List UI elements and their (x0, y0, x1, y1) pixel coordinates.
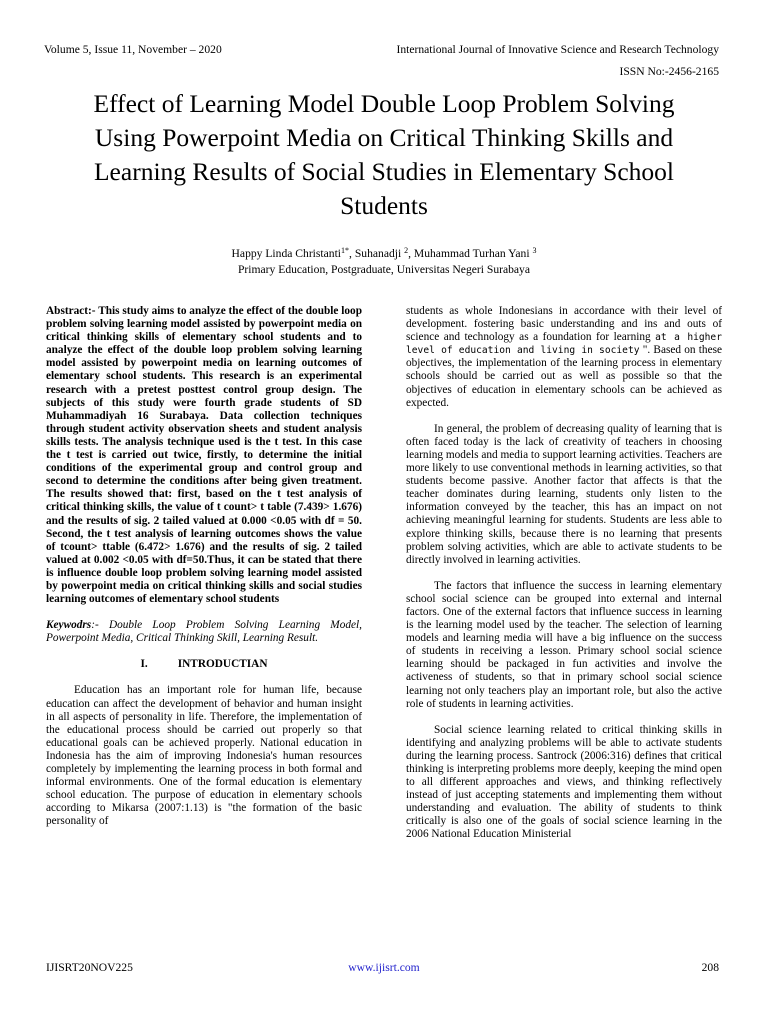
affiliation: Primary Education, Postgraduate, Universitas Negeri Surabaya (237, 263, 531, 276)
authors-line (0, 246, 768, 261)
keywords-label: Keywodrs (46, 619, 92, 632)
keywords-text: :- Double Loop Problem Solving Learning Model, Powerpoint Media, Critical Thinking Skill, Learning Result. (46, 619, 362, 645)
section-title: INTRODUCTIAN (177, 658, 268, 671)
paragraph-2-start: students as whole Indonesians in accordance with their level of development. fostering basic understanding and ins and outs of science and technology as a foundation for learning (406, 305, 722, 344)
abstract: Abstract:- This study aims to analyze the effect of the double loop problem solving learning model assisted by powerpoint media on critical thinking skills of elementary school students and to analyze the effect of the double loop problem solving learning model assisted by powerpoint media on learning outcomes of elementary school students. This research is an experimental research with a pretest posttest control group design. The subjects of this study were fourth grade students of SD Muhammadiyah 16 Surabaya. Data collection techniques through student activity observation sheets and student analysis skills tests. The analysis technique used is the t test. In this case the t test is carried out twice, firstly, to determine the initial conditions of the experimental group and control group and second to determine the conditions after being given treatment. The results showed that: first, based on the t test analysis of critical thinking skills, the value of t count> t table (7.439> 1.676) and the results of sig. 2 tailed valued at 0.000 <0.05 with df = 50. Second, the t test analysis of learning outcomes shows the value of tcount> ttable (6.472> 1.676) and the results of sig. 2 tailed valued at 0.002 <0.05 with df=50.Thus, it can be stated that there is influence double loop problem solving learning model assisted by powerpoint media on critical thinking skills and social studies learning outcomes of elementary school students (46, 305, 362, 606)
left-column (46, 305, 362, 828)
intro-paragraph-2 (406, 305, 722, 410)
author-3-sup: 3 (532, 246, 537, 255)
author-2-sup: 2 (404, 246, 409, 255)
journal-website-link[interactable]: www.ijisrt.com (348, 961, 420, 974)
intro-paragraph-3: In general, the problem of decreasing quality of learning that is often faced today is the lack of creativity of teachers in choosing learning models and media to support learning activities. Teachers are more likely to use conventional methods in learning activities, so that students become passive. Another factor that affects is that the teacher dominates during learning, students only listen to the information conveyed by the teacher, this has an impact on not achieving meaningful learning for students. Students are less able to explore thinking skills, because there is no learning that presents problem solving activities, which are able to activate students to be directly involved in learning activities. (406, 422, 722, 566)
intro-paragraph-5: Social science learning related to critical thinking skills in identifying and analyzing problems will be able to activate students during the learning process. Santrock (2006:316) defines that critical thinking is interpreting problems more deeply, keeping the mind open to all different approaches and views, and thinking reflectively instead of just accepting statements and implementing them without understanding and evaluation. The ability of students to think critically is also one of the goals of social science learning in the 2006 National Education Ministerial (406, 723, 722, 841)
section-number: I. (140, 658, 148, 671)
paragraph-2-quote: at a higher level of education and living in society (406, 332, 722, 357)
journal-name: International Journal of Innovative Science and Research Technology (396, 43, 719, 56)
author-2: , Suhanadji (349, 247, 405, 260)
issn: ISSN No:-2456-2165 (619, 65, 719, 78)
page-number: 208 (701, 961, 719, 974)
intro-paragraph-4: The factors that influence the success in learning elementary school social science can be grouped into external and internal factors. One of the external factors that influence success in learning is the learning model used by the teacher. The selection of learning models and learning media will have a big influence on the success of students in receiving a lesson. Primary school social science learning should be packaged in fun activities and involve the activeness of students, so that in primary school social science learning not only teachers play an important role, but also the active role of students in learning activities. (406, 579, 722, 710)
paper-id: IJISRT20NOV225 (46, 961, 133, 974)
paragraph-2-end: ". Based on these objectives, the implementation of the learning process in elementary schools should be carried out as well as possible so that the objectives of education in elementary schools can be achieved as expected. (406, 344, 722, 409)
intro-paragraph-1: Education has an important role for human life, because education can affect the development of behavior and human insight in all aspects of personality in life. Therefore, the implementation of the educational process should be carried out properly so that educational goals can be achieved properly. National education in Indonesia has the aim of improving Indonesia's human resources completely by implementing the learning process in both formal and informal environments. One of the formal education is elementary school education. The purpose of education in elementary schools according to Mikarsa (2007:1.13) is "the formation of the basic personality of (46, 684, 362, 828)
author-3: , Muhammad Turhan Yani (408, 247, 533, 260)
right-column (406, 305, 722, 842)
keywords (46, 619, 362, 645)
author-1: Happy Linda Christanti (231, 247, 342, 260)
paper-title: Effect of Learning Model Double Loop Problem Solving Using Powerpoint Media on Critical Thinking Skills and Learning Results of Social Studies in Elementary School Students (93, 89, 675, 220)
section-heading (46, 658, 362, 671)
author-1-sup: 1* (341, 246, 350, 255)
volume-issue: Volume 5, Issue 11, November – 2020 (44, 43, 222, 56)
